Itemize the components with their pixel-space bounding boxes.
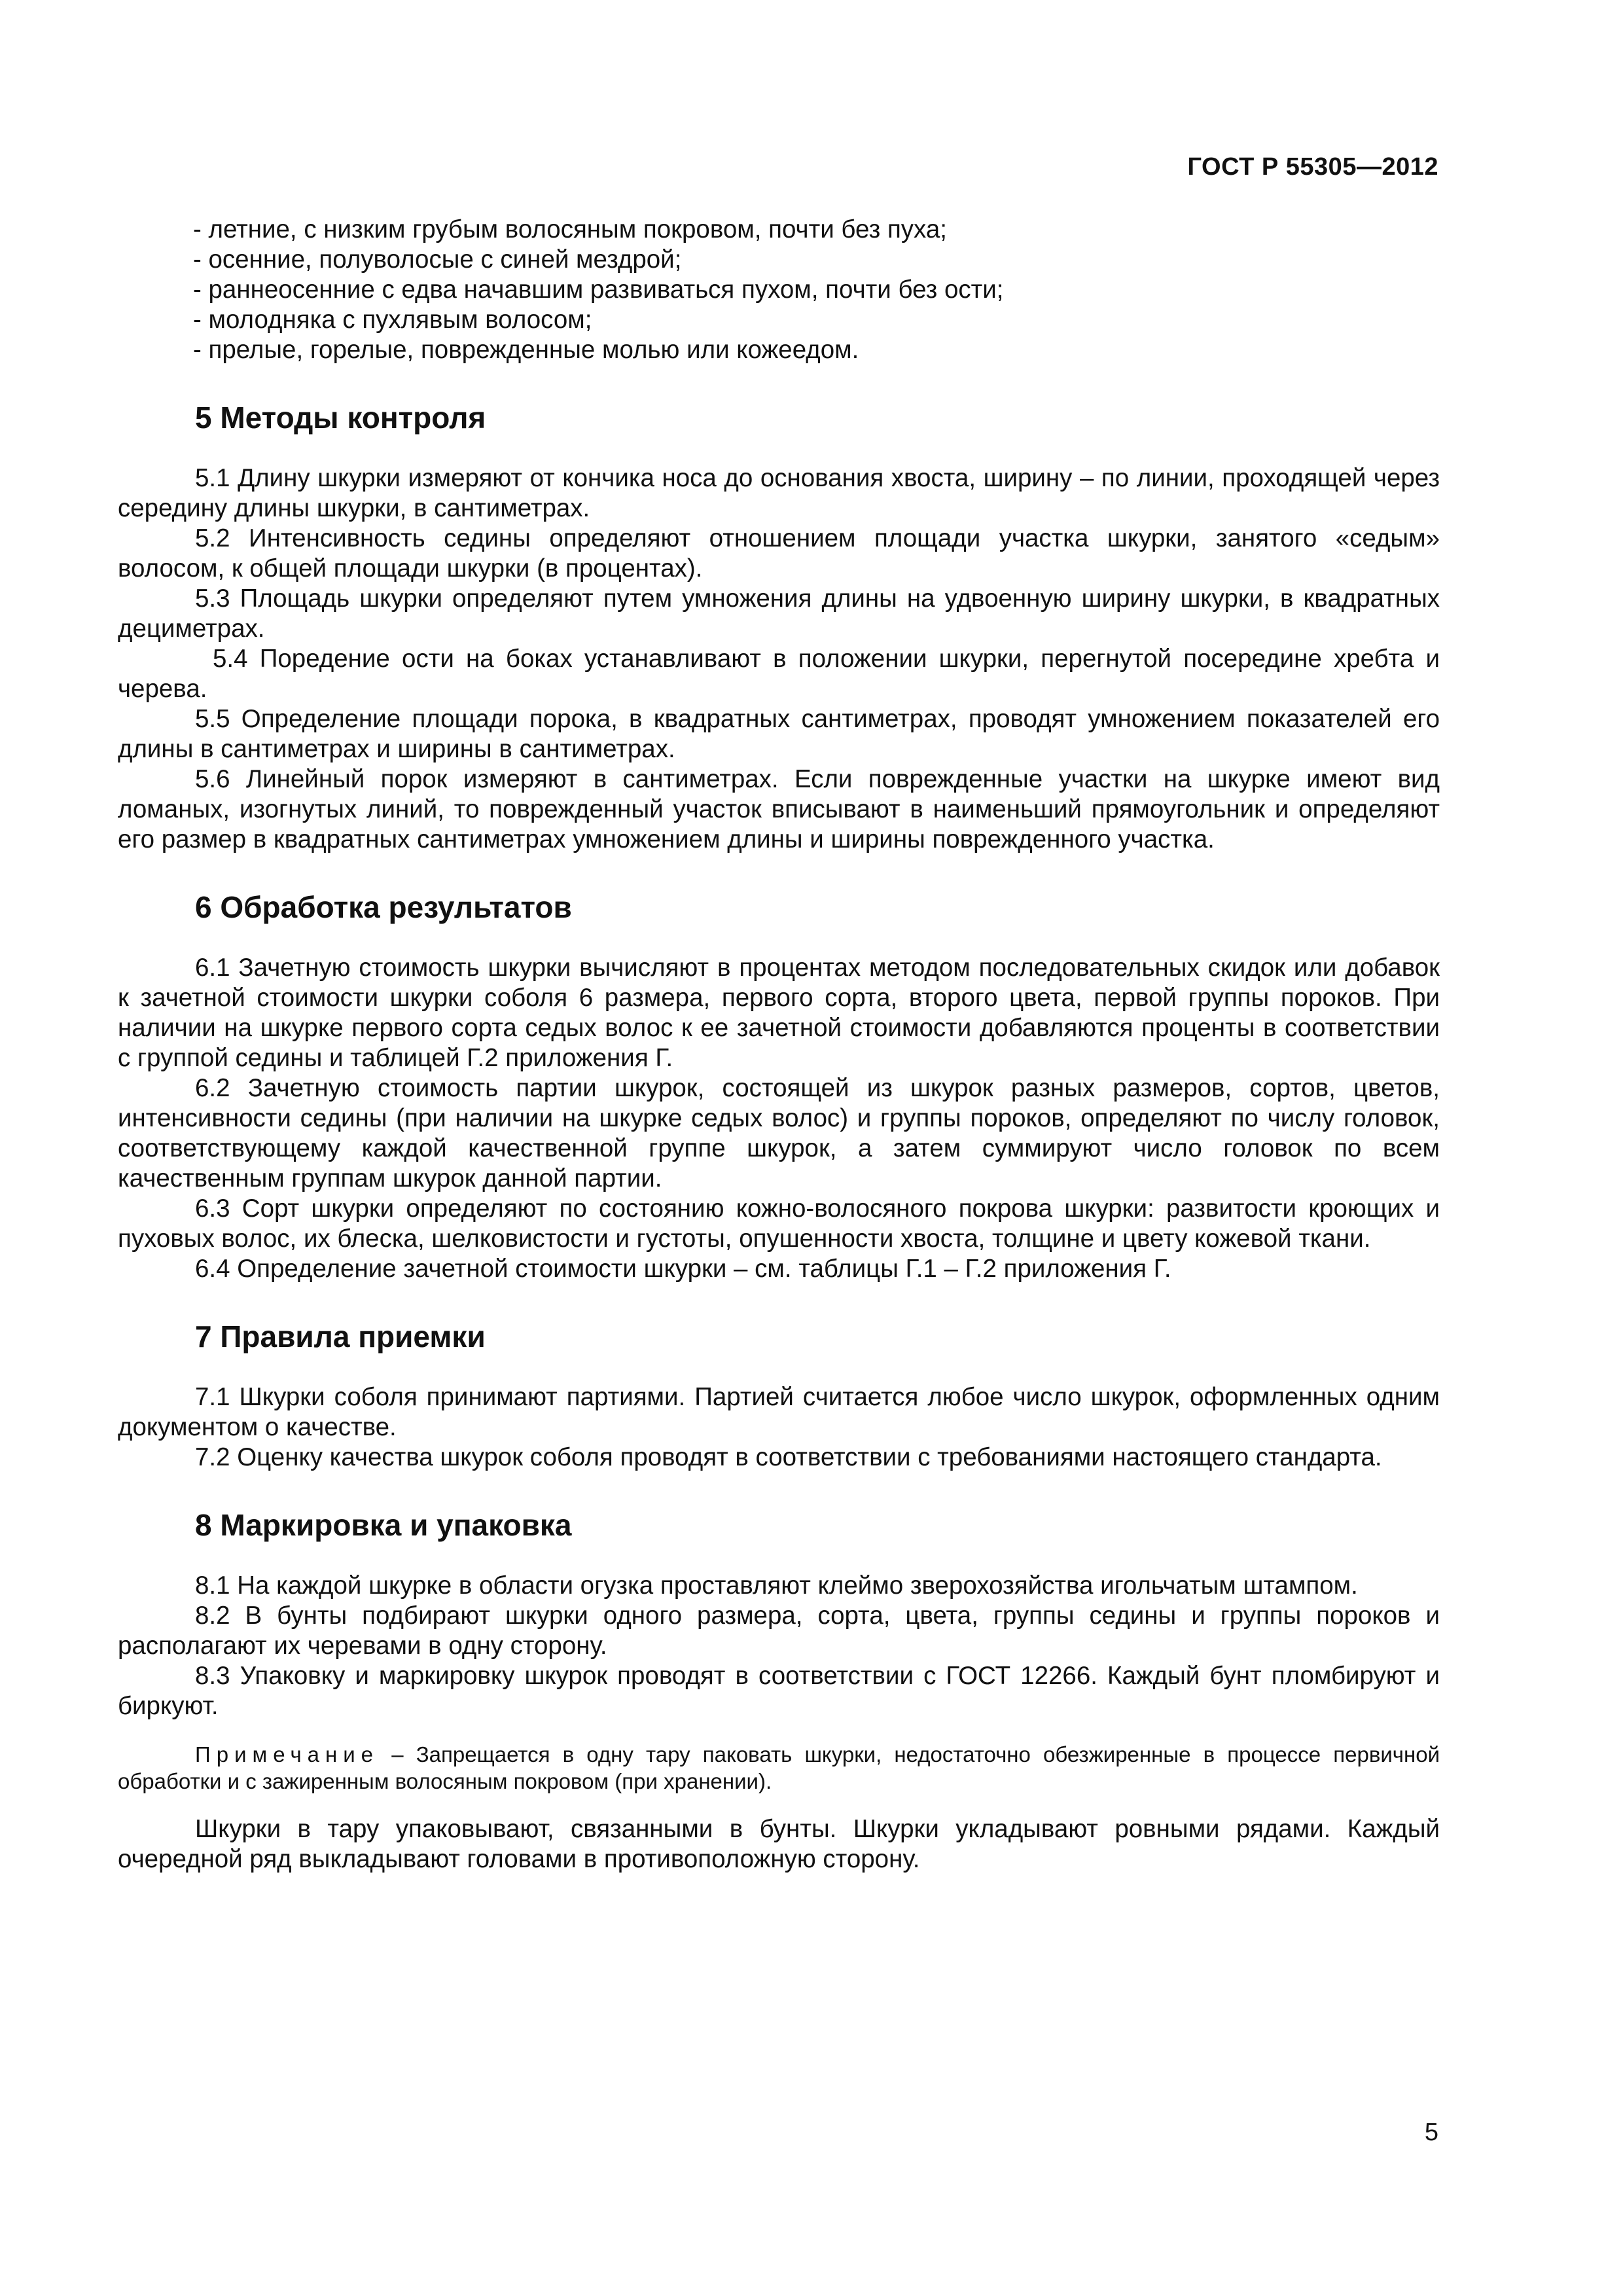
section-8-heading: 8 Маркировка и упаковка bbox=[195, 1508, 572, 1542]
paragraph-5-3: 5.3 Площадь шкурки определяют путем умножения длины на удвоенную ширину шкурки, в квадратных дециметрах. bbox=[118, 584, 1440, 643]
note bbox=[118, 1741, 1440, 1795]
list-item: - осенние, полуволосые с синей мездрой; bbox=[193, 245, 682, 274]
list-item: - раннеосенние с едва начавшим развиваться пухом, почти без ости; bbox=[193, 276, 1004, 304]
page-content bbox=[118, 215, 1440, 1874]
paragraph-8-1: 8.1 На каждой шкурке в области огузка проставляют клеймо зверохозяйства игольчатым штампом. bbox=[195, 1571, 1358, 1600]
paragraph-5-2: 5.2 Интенсивность седины определяют отношением площади участка шкурки, занятого «седым» волосом, к общей площади шкурки (в процентах). bbox=[118, 524, 1440, 583]
note-text: – Запрещается в одну тару паковать шкурки, недостаточно обезжиренные в процессе первичной обработки и с зажиренным волосяным покровом (при хранении). bbox=[118, 1742, 1440, 1793]
section-7-heading: 7 Правила приемки bbox=[195, 1319, 486, 1354]
paragraph-5-5: 5.5 Определение площади порока, в квадратных сантиметрах, проводят умножением показателей его длины в сантиметрах и ширины в сантиметрах. bbox=[118, 705, 1440, 763]
paragraph-6-1: 6.1 Зачетную стоимость шкурки вычисляют в процентах методом последовательных скидок или добавок к зачетной стоимости шкурки соболя 6 размера, первого сорта, второго цвета, первой группы пороков. При наличии на шкурке первого сорта седых волос к ее зачетной стоимости добавляются проценты в соответствии с группой седины и таблицей Г.2 приложения Г. bbox=[118, 954, 1440, 1072]
paragraph-7-1: 7.1 Шкурки соболя принимают партиями. Партией считается любое число шкурок, оформленных одним документом о качестве. bbox=[118, 1383, 1440, 1441]
paragraph-6-2: 6.2 Зачетную стоимость партии шкурок, состоящей из шкурок разных размеров, сортов, цветов, интенсивности седины (при наличии на шкурке седых волос) и группы пороков, определяют по числу головок, соответствующему каждой качественной группе шкурок, а затем суммируют число головок по всем качественным группам шкурок данной партии. bbox=[118, 1074, 1440, 1193]
closing-paragraph: Шкурки в тару упаковывают, связанными в бунты. Шкурки укладывают ровными рядами. Каждый очередной ряд выкладывают головами в противоположную сторону. bbox=[118, 1815, 1440, 1873]
paragraph-5-6: 5.6 Линейный порок измеряют в сантиметрах. Если поврежденные участки на шкурке имеют вид ломаных, изогнутых линий, то поврежденный участок вписывают в наименьший прямоугольник и определяют его размер в квадратных сантиметрах умножением длины и ширины поврежденного участка. bbox=[118, 765, 1440, 853]
paragraph-7-2: 7.2 Оценку качества шкурок соболя проводят в соответствии с требованиями настоящего стандарта. bbox=[195, 1443, 1382, 1471]
list-item: - молодняка с пухлявым волосом; bbox=[193, 306, 592, 334]
paragraph-6-3: 6.3 Сорт шкурки определяют по состоянию кожно-волосяного покрова шкурки: развитости кроющих и пуховых волос, их блеска, шелковистости и густоты, опушенности хвоста, толщине и цвету кожевой ткани. bbox=[118, 1194, 1440, 1253]
section-5-heading: 5 Методы контроля bbox=[195, 401, 486, 435]
paragraph-6-4: 6.4 Определение зачетной стоимости шкурки – см. таблицы Г.1 – Г.2 приложения Г. bbox=[195, 1255, 1171, 1283]
paragraph-8-3: 8.3 Упаковку и маркировку шкурок проводят в соответствии с ГОСТ 12266. Каждый бунт пломбируют и биркуют. bbox=[118, 1662, 1440, 1720]
paragraph-8-2: 8.2 В бунты подбирают шкурки одного размера, сорта, цвета, группы седины и группы пороков и располагают их черевами в одну сторону. bbox=[118, 1602, 1440, 1660]
intro-list bbox=[118, 215, 1440, 365]
document-code-header: ГОСТ Р 55305—2012 bbox=[1187, 153, 1438, 181]
note-label: Примечание bbox=[195, 1742, 380, 1767]
list-item: - летние, с низким грубым волосяным покровом, почти без пуха; bbox=[193, 215, 947, 243]
page-number: 5 bbox=[1424, 2119, 1438, 2146]
paragraph-5-4: 5.4 Поредение ости на боках устанавливают в положении шкурки, перегнутой посередине хребта и черева. bbox=[118, 645, 1440, 703]
paragraph-5-1: 5.1 Длину шкурки измеряют от кончика носа до основания хвоста, ширину – по линии, проходящей через середину длины шкурки, в сантиметрах. bbox=[118, 464, 1440, 522]
section-6-heading: 6 Обработка результатов bbox=[195, 890, 572, 924]
list-item: - прелые, горелые, поврежденные молью или кожеедом. bbox=[193, 336, 859, 364]
